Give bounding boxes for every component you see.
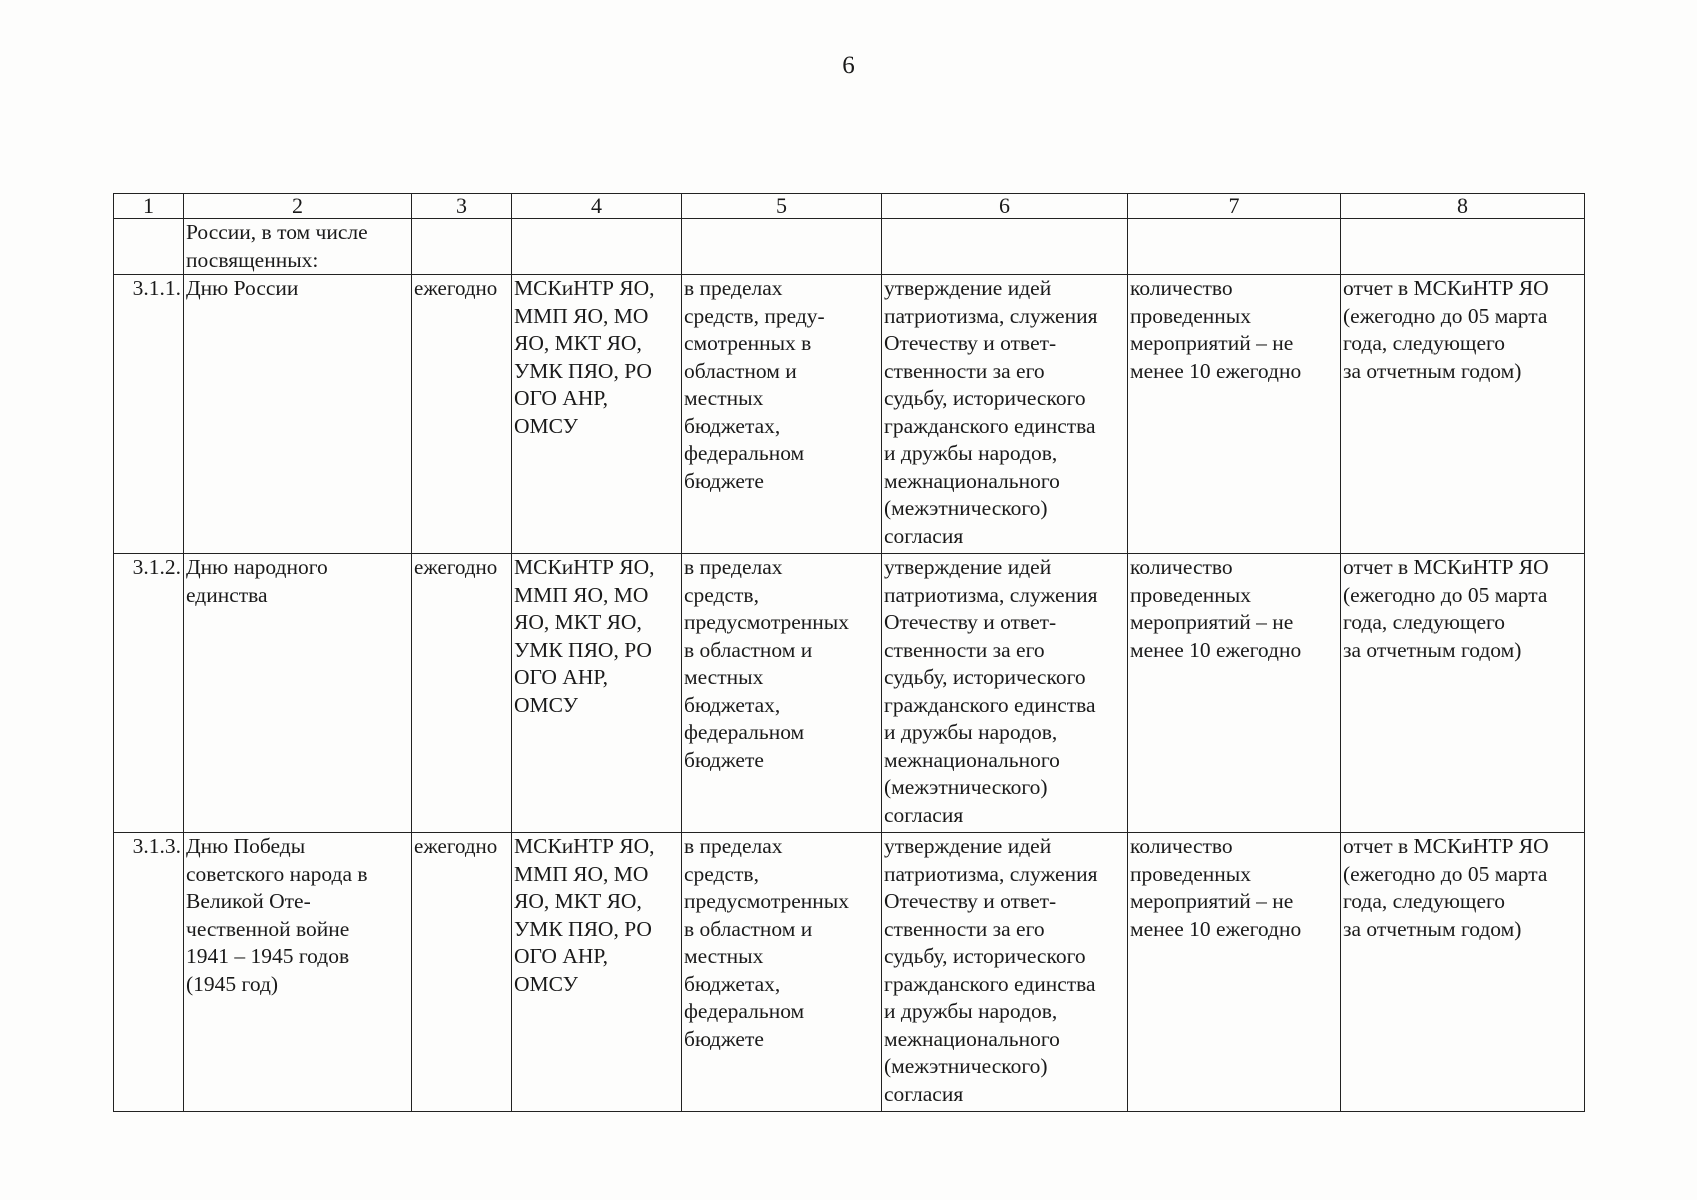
item-number: 3.1.3. — [114, 833, 184, 1112]
report-form: отчет в МСКиНТР ЯО (ежегодно до 05 марта года, следующего за отчетным годом) — [1341, 833, 1585, 1112]
event-term — [412, 219, 512, 275]
indicator: количество проведенных мероприятий – не менее 10 ежегодно — [1128, 275, 1341, 554]
column-number: 5 — [682, 194, 882, 219]
event-name: России, в том числе посвященных: — [184, 219, 412, 275]
expected-result: утверждение идей патриотизма, служения Отечеству и ответ- ственности за его судьбу, исторического гражданского единства и дружбы народов, межнационального (межэтнического) согласия — [882, 833, 1128, 1112]
column-number: 8 — [1341, 194, 1585, 219]
event-term: ежегодно — [412, 554, 512, 833]
item-number — [114, 219, 184, 275]
column-number: 3 — [412, 194, 512, 219]
report-form — [1341, 219, 1585, 275]
funding: в пределах средств, предусмотренных в областном и местных бюджетах, федеральном бюджете — [682, 554, 882, 833]
event-term: ежегодно — [412, 833, 512, 1112]
report-form: отчет в МСКиНТР ЯО (ежегодно до 05 марта года, следующего за отчетным годом) — [1341, 554, 1585, 833]
column-number: 6 — [882, 194, 1128, 219]
column-number: 7 — [1128, 194, 1341, 219]
indicator: количество проведенных мероприятий – не менее 10 ежегодно — [1128, 833, 1341, 1112]
expected-result — [882, 219, 1128, 275]
table-row — [114, 833, 1585, 1112]
funding: в пределах средств, преду- смотренных в областном и местных бюджетах, федеральном бюджете — [682, 275, 882, 554]
indicator: количество проведенных мероприятий – не менее 10 ежегодно — [1128, 554, 1341, 833]
executors: МСКиНТР ЯО, ММП ЯО, МО ЯО, МКТ ЯО, УМК ПЯО, РО ОГО АНР, ОМСУ — [512, 833, 682, 1112]
page-number: 6 — [842, 52, 855, 79]
column-number: 2 — [184, 194, 412, 219]
funding — [682, 219, 882, 275]
table-row — [114, 275, 1585, 554]
executors: МСКиНТР ЯО, ММП ЯО, МО ЯО, МКТ ЯО, УМК ПЯО, РО ОГО АНР, ОМСУ — [512, 554, 682, 833]
continuation-row — [114, 219, 1585, 275]
report-form: отчет в МСКиНТР ЯО (ежегодно до 05 марта года, следующего за отчетным годом) — [1341, 275, 1585, 554]
item-number: 3.1.1. — [114, 275, 184, 554]
column-number-row — [114, 194, 1585, 219]
table-row — [114, 554, 1585, 833]
expected-result: утверждение идей патриотизма, служения Отечеству и ответ- ственности за его судьбу, исторического гражданского единства и дружбы народов, межнационального (межэтнического) согласия — [882, 554, 1128, 833]
indicator — [1128, 219, 1341, 275]
event-name: Дню России — [184, 275, 412, 554]
column-number: 1 — [114, 194, 184, 219]
executors — [512, 219, 682, 275]
column-number: 4 — [512, 194, 682, 219]
item-number: 3.1.2. — [114, 554, 184, 833]
executors: МСКиНТР ЯО, ММП ЯО, МО ЯО, МКТ ЯО, УМК ПЯО, РО ОГО АНР, ОМСУ — [512, 275, 682, 554]
event-name: Дню народного единства — [184, 554, 412, 833]
plan-table — [113, 193, 1585, 1112]
expected-result: утверждение идей патриотизма, служения Отечеству и ответ- ственности за его судьбу, исторического гражданского единства и дружбы народов, межнационального (межэтнического) согласия — [882, 275, 1128, 554]
event-term: ежегодно — [412, 275, 512, 554]
event-name: Дню Победы советского народа в Великой Оте- чественной войне 1941 – 1945 годов (1945 год) — [184, 833, 412, 1112]
funding: в пределах средств, предусмотренных в областном и местных бюджетах, федеральном бюджете — [682, 833, 882, 1112]
